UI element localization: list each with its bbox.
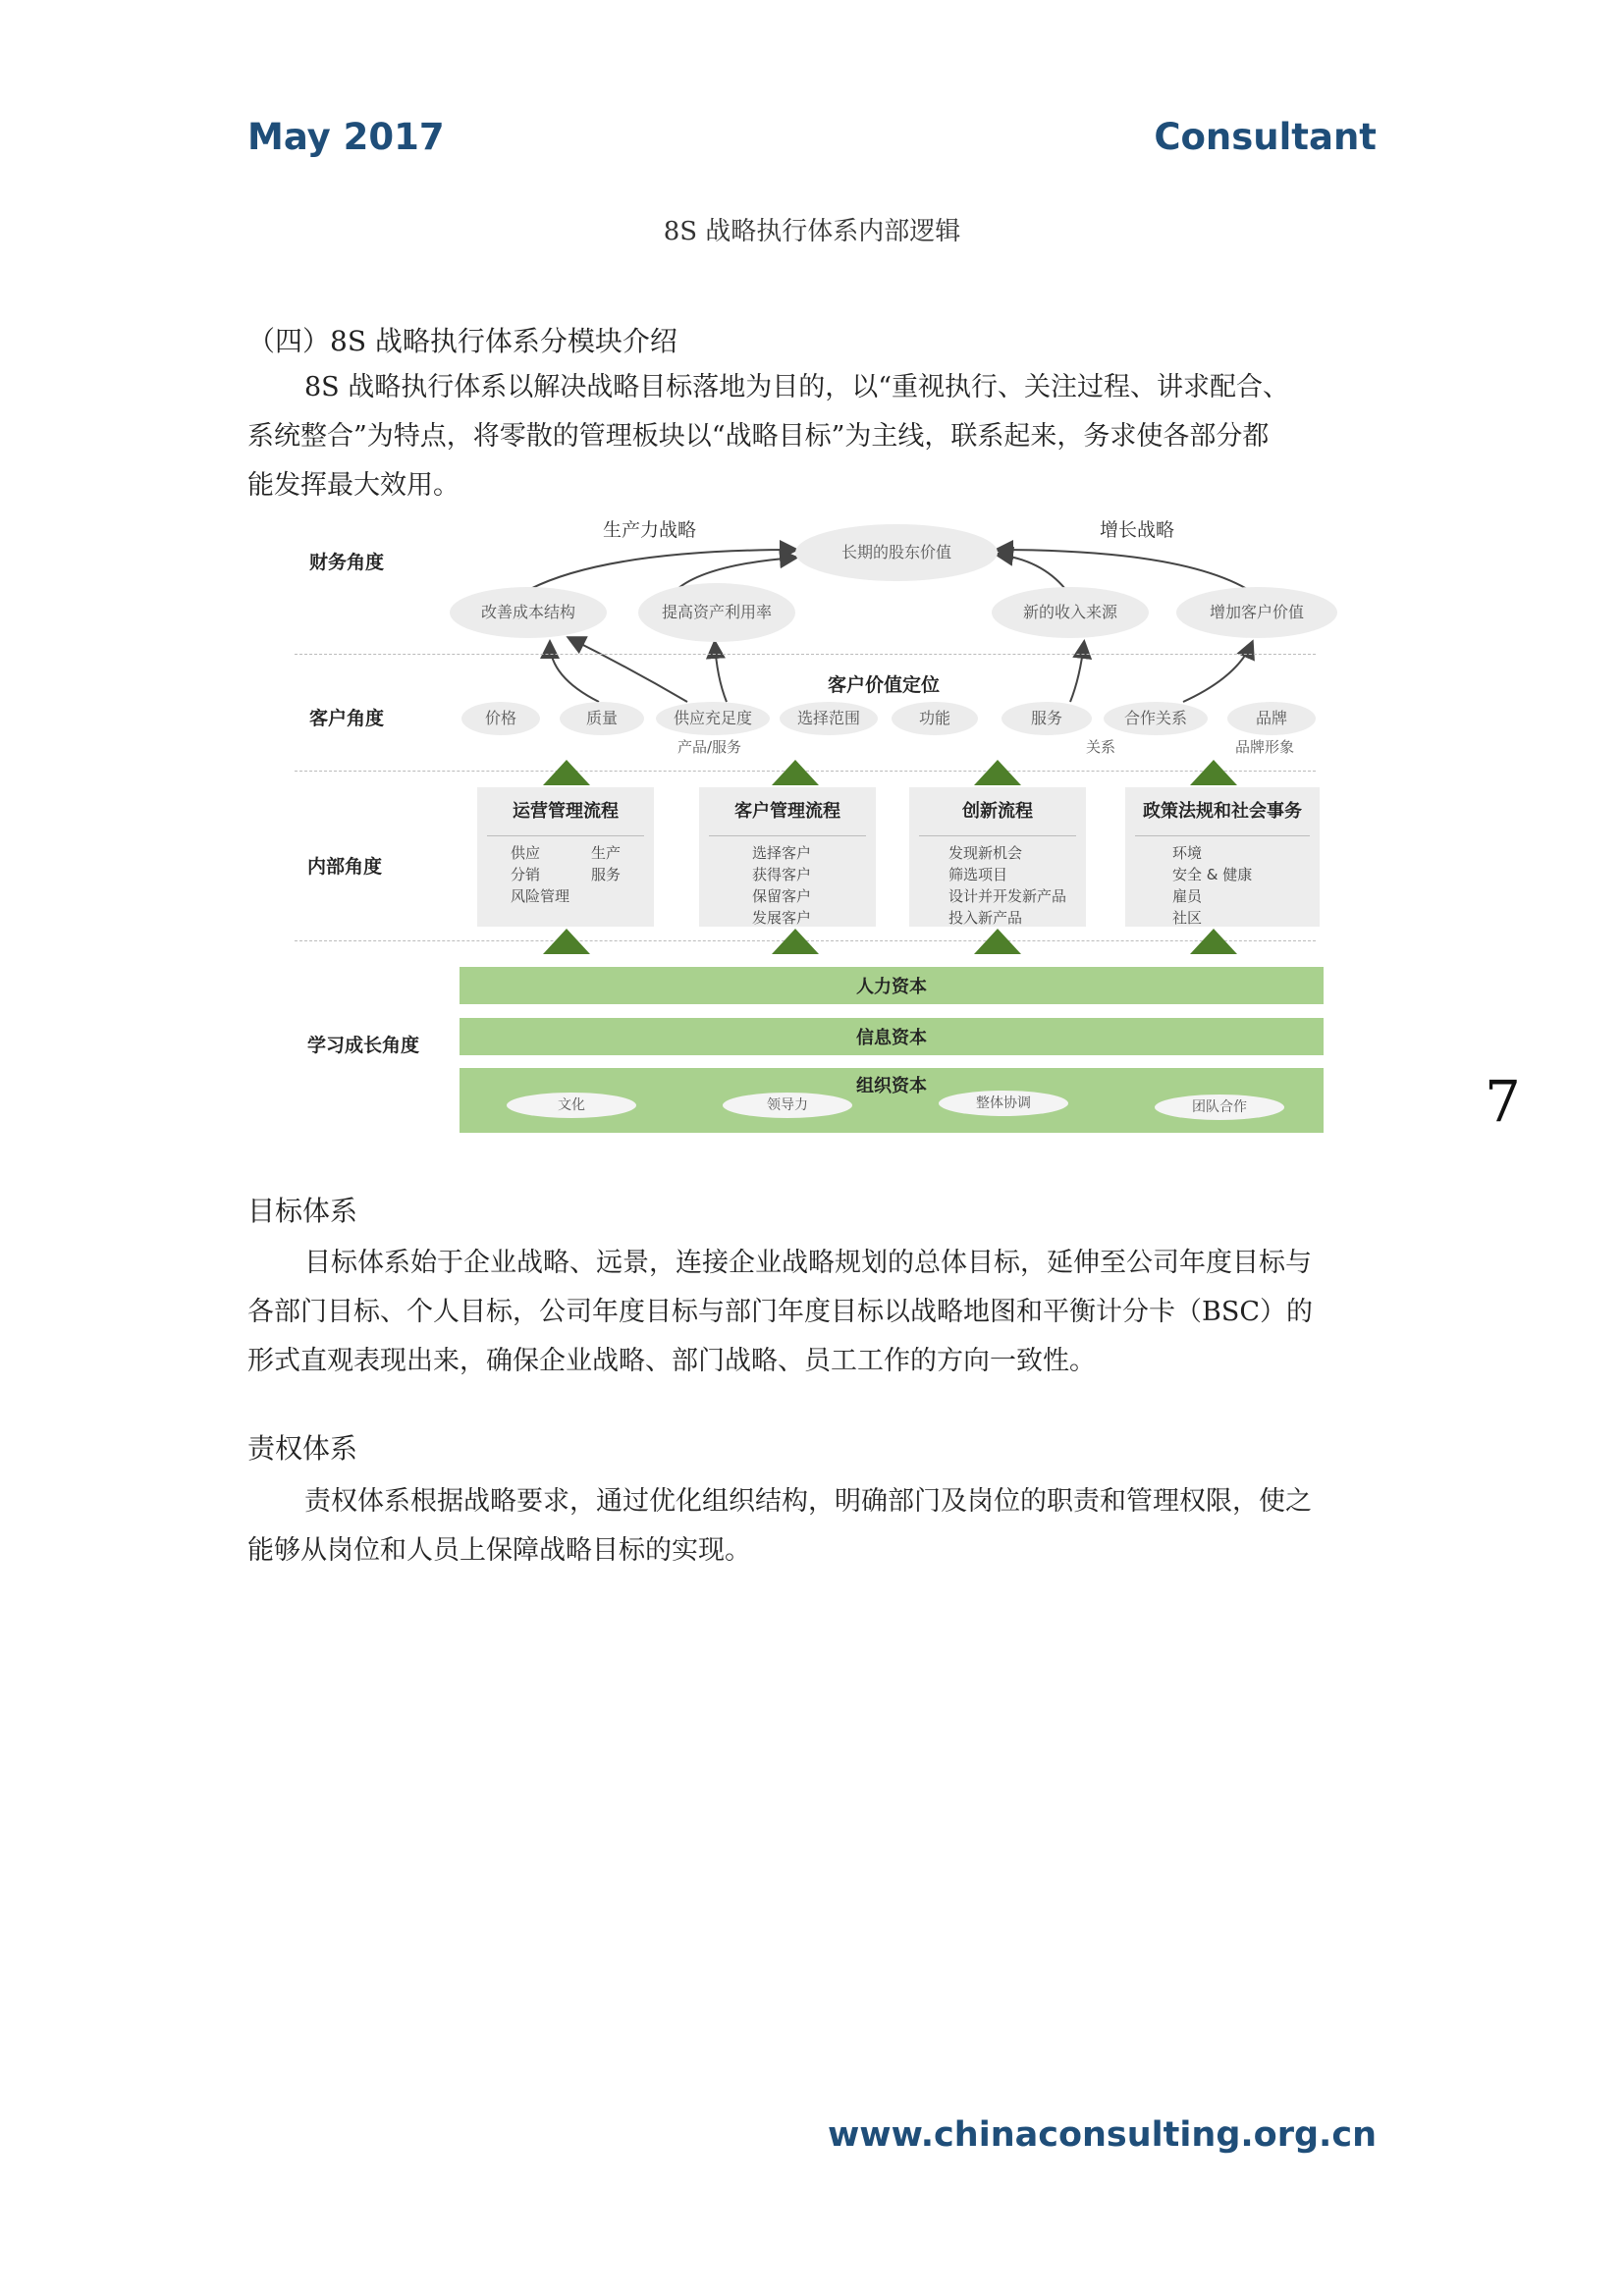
process-item: 社区: [1172, 909, 1203, 927]
section4-title: （四）8S 战略执行体系分模块介绍: [247, 325, 677, 357]
arrow-brand-to-customer-value: [1183, 643, 1252, 702]
triangle-up-6: [772, 929, 819, 954]
oval-selection-range: 选择范围: [780, 702, 878, 735]
arrow-revenue-to-value: [998, 555, 1065, 589]
footer-url[interactable]: www.chinaconsulting.org.cn: [827, 2115, 1377, 2155]
divider-financial: [295, 654, 1316, 655]
oval-price: 价格: [461, 702, 540, 735]
growth-strategy-label: 增长战略: [1100, 519, 1175, 541]
bar-human-capital: 人力资本: [460, 967, 1324, 1004]
process-rule-innovation: [919, 835, 1076, 836]
process-item: 分销: [511, 866, 541, 883]
arrow-quality-to-cost: [550, 643, 599, 702]
process-title-regulatory-social: 政策法规和社会事务: [1143, 801, 1302, 822]
process-rule-customer-management: [709, 835, 866, 836]
row-label-internal: 内部角度: [307, 856, 383, 878]
process-item: 供应: [511, 844, 541, 862]
oval-asset-utilization: 提高资产利用率: [638, 583, 795, 642]
process-item: 环境: [1172, 844, 1203, 862]
bar-organization-capital-label: 组织资本: [856, 1076, 927, 1096]
triangle-up-3: [974, 760, 1021, 785]
process-title-customer-management: 客户管理流程: [734, 801, 840, 822]
process-item: 设计并开发新产品: [948, 887, 1067, 905]
process-item: 获得客户: [752, 866, 812, 883]
arrow-customer-value-to-value: [998, 550, 1247, 589]
goal-system-line1: 目标体系始于企业战略、远景，连接企业战略规划的总体目标，延伸至公司年度目标与: [304, 1248, 1312, 1278]
process-item: 发现新机会: [948, 844, 1023, 862]
responsibility-system-line2: 能够从岗位和人员上保障战略目标的实现。: [247, 1535, 751, 1566]
arrow-cost-to-value: [530, 550, 795, 589]
oval-supply: 供应充足度: [656, 702, 770, 735]
oval-leadership: 领导力: [723, 1093, 852, 1118]
oval-partnership: 合作关系: [1104, 702, 1208, 735]
process-title-operations: 运营管理流程: [513, 801, 619, 822]
process-item: 保留客户: [752, 887, 812, 905]
goal-system-line3: 形式直观表现出来，确保企业战略、部门战略、员工工作的方向一致性。: [247, 1346, 1096, 1376]
process-title-innovation: 创新流程: [962, 801, 1033, 822]
responsibility-system-line1: 责权体系根据战略要求，通过优化组织结构，明确部门及岗位的职责和管理权限，使之: [304, 1486, 1312, 1517]
oval-quality: 质量: [560, 702, 644, 735]
header-date: May 2017: [247, 116, 445, 158]
section4-line3: 能发挥最大效用。: [247, 470, 460, 501]
productivity-strategy-label: 生产力战略: [603, 519, 697, 541]
process-box-innovation: [909, 787, 1086, 927]
triangle-up-5: [543, 929, 590, 954]
process-rule-operations: [487, 835, 644, 836]
section4-line2: 系统整合”为特点，将零散的管理板块以“战略目标”为主线，联系起来，务求使各部分都: [247, 421, 1270, 452]
oval-function: 功能: [892, 702, 978, 735]
oval-new-revenue: 新的收入来源: [992, 587, 1149, 638]
responsibility-system-paragraph: [247, 1477, 1379, 1575]
arrow-service-to-revenue: [1070, 643, 1084, 702]
process-box-operations: [477, 787, 654, 927]
customer-value-proposition-title: 客户价值定位: [828, 674, 941, 696]
process-item: 筛选项目: [948, 866, 1008, 883]
sublabel-brand-image: 品牌形象: [1235, 738, 1295, 756]
arrow-customer-to-cost: [569, 638, 687, 702]
process-item: 发展客户: [752, 909, 812, 927]
triangle-up-1: [543, 760, 590, 785]
process-item: 风险管理: [511, 887, 570, 905]
row-label-learning: 学习成长角度: [307, 1035, 420, 1056]
goal-system-paragraph: [247, 1239, 1379, 1386]
triangle-up-7: [974, 929, 1021, 954]
process-item: 生产: [591, 844, 622, 862]
row-label-customer: 客户角度: [309, 708, 385, 729]
process-box-regulatory-social: [1125, 787, 1320, 927]
section4-line1: 8S 战略执行体系以解决战略目标落地为目的，以“重视执行、关注过程、讲求配合、: [304, 372, 1290, 402]
process-item: 安全 & 健康: [1172, 866, 1253, 883]
sublabel-product-service: 产品/服务: [677, 738, 742, 756]
process-rule-regulatory-social: [1135, 835, 1310, 836]
goal-system-title: 目标体系: [247, 1195, 358, 1227]
oval-culture: 文化: [507, 1093, 636, 1118]
responsibility-system-title: 责权体系: [247, 1432, 358, 1465]
oval-cost-structure: 改善成本结构: [450, 587, 607, 638]
process-item: 投入新产品: [948, 909, 1023, 927]
bar-information-capital: 信息资本: [460, 1018, 1324, 1055]
process-item: 雇员: [1172, 887, 1203, 905]
oval-service: 服务: [1001, 702, 1092, 735]
sublabel-relationship: 关系: [1086, 738, 1116, 756]
oval-customer-value: 增加客户价值: [1176, 587, 1337, 638]
process-box-customer-management: [699, 787, 876, 927]
process-item: 选择客户: [752, 844, 812, 862]
goal-system-line2: 各部门目标、个人目标，公司年度目标与部门年度目标以战略地图和平衡计分卡（BSC）的: [247, 1297, 1313, 1327]
oval-alignment: 整体协调: [939, 1091, 1068, 1116]
row-label-financial: 财务角度: [309, 552, 385, 573]
triangle-up-8: [1190, 929, 1237, 954]
page-number: 7: [1485, 1068, 1521, 1135]
oval-brand: 品牌: [1227, 702, 1316, 735]
process-item: 服务: [591, 866, 622, 883]
arrow-supply-to-asset: [715, 643, 727, 702]
header-publication: Consultant: [1154, 116, 1377, 158]
oval-long-term-shareholder-value: 长期的股东价值: [795, 524, 998, 581]
oval-teamwork: 团队合作: [1155, 1095, 1284, 1120]
triangle-up-4: [1190, 760, 1237, 785]
figure-caption: 8S 战略执行体系内部逻辑: [663, 217, 961, 246]
triangle-up-2: [772, 760, 819, 785]
